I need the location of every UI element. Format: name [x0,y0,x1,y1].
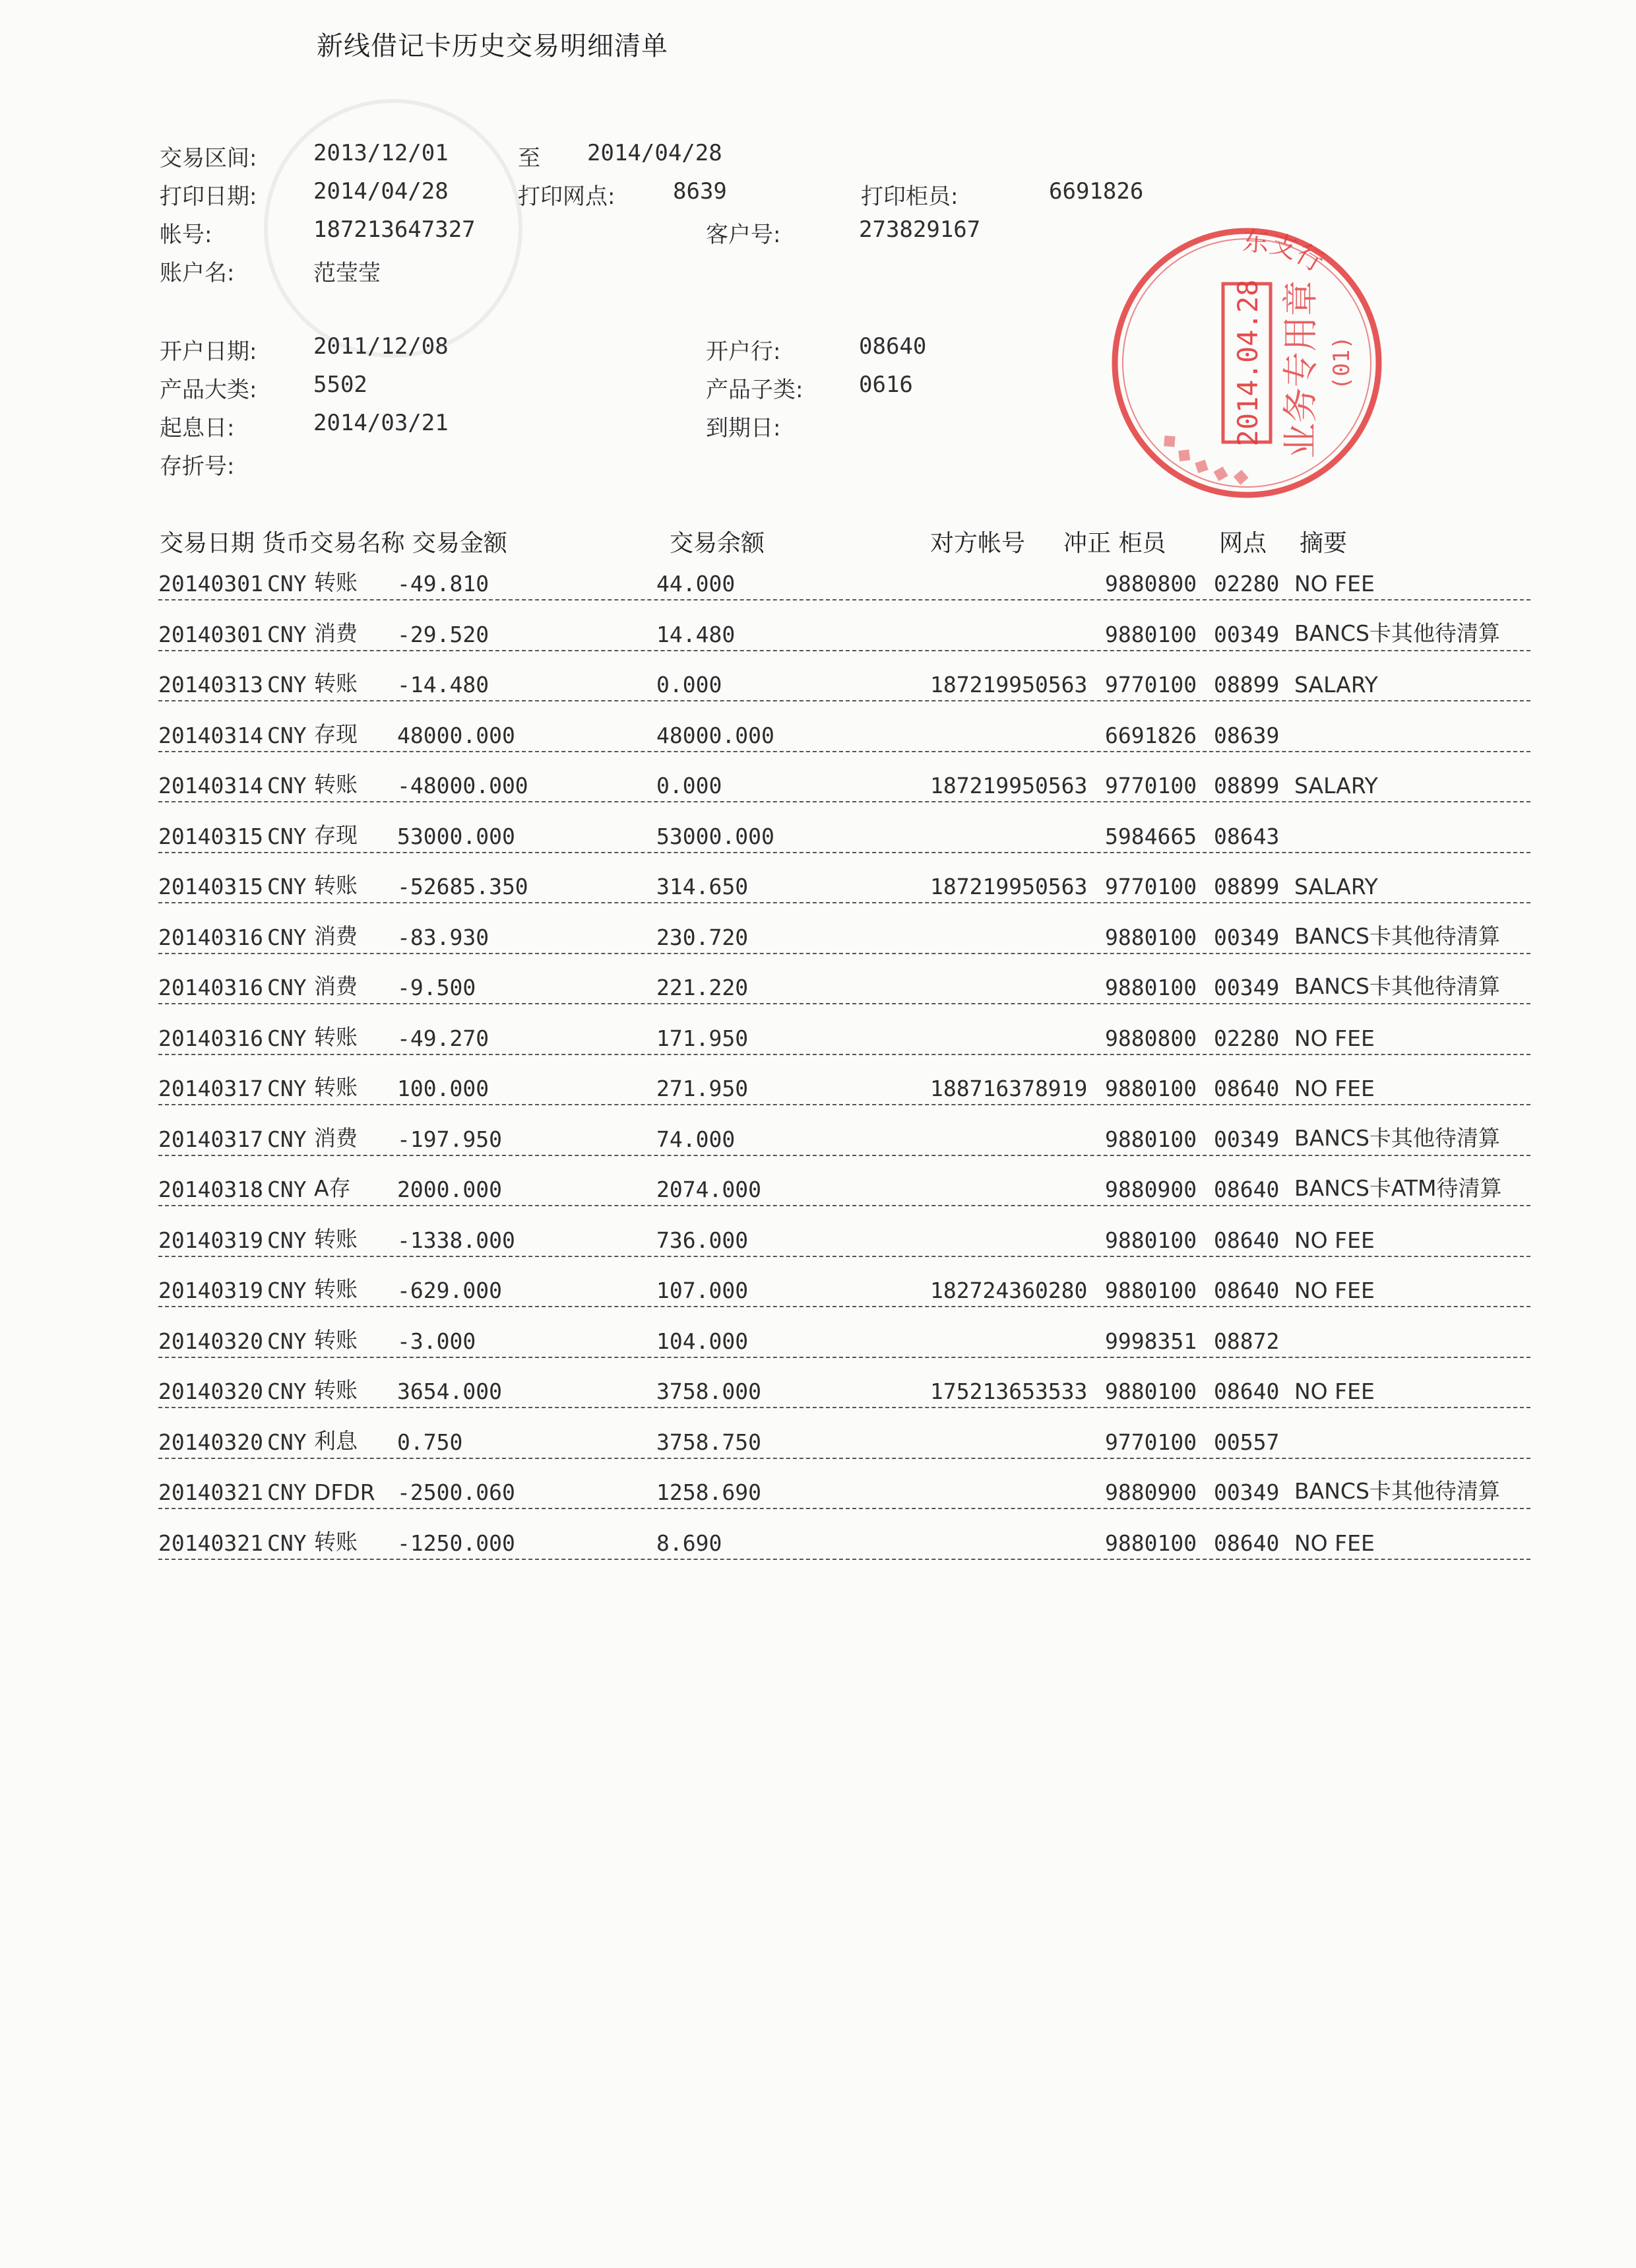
cell-date: 20140320 [158,1429,263,1455]
cell-amount: -2500.060 [397,1479,515,1505]
cell-amount: -49.810 [397,571,489,597]
cell-date: 20140316 [158,924,263,950]
cell-currency: CNY [267,1530,307,1556]
product-label: 产品大类: [160,377,257,403]
customer-label: 客户号: [706,222,781,248]
cell-balance: 48000.000 [656,722,774,748]
cell-currency: CNY [267,1429,307,1455]
open-bank: 08640 [859,333,927,360]
cell-date: 20140320 [158,1328,263,1354]
cell-amount: -52685.350 [397,874,528,899]
cell-name: 存现 [314,721,358,747]
cell-currency: CNY [267,1328,307,1354]
cell-amount: -83.930 [397,924,489,950]
cell-date: 20140321 [158,1530,263,1556]
cell-date: 20140318 [158,1177,263,1202]
range-end: 2014/04/28 [587,140,722,166]
cell-currency: CNY [267,722,307,748]
stamp-ring-marks: ◆ ◆ ◆ ◆ ◆ [1156,427,1250,488]
cell-date: 20140319 [158,1227,263,1253]
cell-summary: NO FEE [1294,1227,1375,1253]
cell-teller: 9880100 [1105,1126,1197,1152]
cell-teller: 6691826 [1105,722,1197,748]
stamp-text-bottom: 业务专用章 [1280,280,1321,459]
cell-branch: 00557 [1214,1429,1280,1455]
cell-currency: CNY [267,1177,307,1202]
cell-branch: 08639 [1214,722,1280,748]
cell-balance: 44.000 [656,571,736,597]
table-row [158,661,1530,701]
cell-balance: 3758.750 [656,1429,761,1455]
cell-counter: 187219950563 [930,672,1088,697]
cell-balance: 2074.000 [656,1177,761,1202]
print-branch-label: 打印网点: [518,183,615,210]
cell-date: 20140314 [158,773,263,798]
document-title: 新线借记卡历史交易明细清单 [317,31,668,61]
cell-name: 转账 [314,1528,358,1555]
account-label: 帐号: [160,222,212,248]
cell-name: 转账 [314,1276,358,1302]
cell-date: 20140314 [158,722,263,748]
cell-branch: 08640 [1214,1378,1280,1404]
cell-amount: 3654.000 [397,1378,502,1404]
cell-counter: 187219950563 [930,773,1088,798]
cell-counter: 175213653533 [930,1378,1088,1404]
table-row [158,1468,1530,1509]
cell-date: 20140315 [158,823,263,849]
cell-balance: 171.950 [656,1025,749,1051]
cell-currency: CNY [267,1479,307,1505]
cell-teller: 9880100 [1105,1378,1197,1404]
cell-amount: 53000.000 [397,823,515,849]
account-name: 范莹莹 [313,260,381,286]
cell-branch: 00349 [1214,924,1280,950]
cell-date: 20140319 [158,1278,263,1303]
cell-branch: 08640 [1214,1177,1280,1202]
stamp-number: (01) [1329,336,1355,390]
cell-branch: 00349 [1214,621,1280,647]
table-row [158,862,1530,903]
table-row [158,1519,1530,1560]
cell-currency: CNY [267,874,307,899]
cell-currency: CNY [267,1378,307,1404]
cell-balance: 0.000 [656,672,722,697]
print-branch: 8639 [673,178,727,205]
cell-teller: 9880800 [1105,1025,1197,1051]
maturity-label: 到期日: [706,415,781,441]
table-row [158,1064,1530,1105]
product: 5502 [313,372,367,398]
cell-branch: 00349 [1214,975,1280,1000]
cell-currency: CNY [267,1227,307,1253]
cell-currency: CNY [267,924,307,950]
cell-teller: 9880100 [1105,975,1197,1000]
cell-date: 20140301 [158,571,263,597]
cell-summary: BANCS卡其他待清算 [1294,620,1500,646]
stamp-text-top: 东支行 [1242,226,1329,278]
cell-balance: 314.650 [656,874,749,899]
cell-balance: 53000.000 [656,823,774,849]
header-branch: 网点 [1219,530,1267,557]
stamp-date: 2014.04.28 [1232,279,1264,447]
cell-teller: 9880900 [1105,1177,1197,1202]
cell-teller: 5984665 [1105,823,1197,849]
cell-date: 20140316 [158,975,263,1000]
cell-teller: 9770100 [1105,874,1197,899]
print-date: 2014/04/28 [313,178,449,205]
cell-teller: 9770100 [1105,672,1197,697]
print-teller-label: 打印柜员: [861,183,959,210]
table-row [158,1014,1530,1055]
cell-date: 20140317 [158,1076,263,1101]
cell-balance: 104.000 [656,1328,749,1354]
cell-branch: 08640 [1214,1227,1280,1253]
cell-amount: -9.500 [397,975,476,1000]
cell-teller: 9880100 [1105,924,1197,950]
table-row [158,1317,1530,1358]
open-date: 2011/12/08 [313,333,449,360]
cell-summary: BANCS卡其他待清算 [1294,1478,1500,1504]
cell-amount: -14.480 [397,672,489,697]
cell-balance: 271.950 [656,1076,749,1101]
cell-summary: NO FEE [1294,1076,1375,1101]
cell-teller: 9880100 [1105,1278,1197,1303]
cell-currency: CNY [267,1126,307,1152]
cell-currency: CNY [267,1278,307,1303]
cell-branch: 08640 [1214,1076,1280,1101]
cell-date: 20140301 [158,621,263,647]
cell-amount: -1338.000 [397,1227,515,1253]
cell-balance: 107.000 [656,1278,749,1303]
cell-amount: -3.000 [397,1328,476,1354]
cell-balance: 736.000 [656,1227,749,1253]
cell-teller: 9880100 [1105,1227,1197,1253]
cell-balance: 0.000 [656,773,722,798]
cell-amount: -49.270 [397,1025,489,1051]
cell-branch: 08643 [1214,823,1280,849]
header-counter-account: 对方帐号 [930,530,1026,557]
table-row [158,1367,1530,1408]
cell-date: 20140313 [158,672,263,697]
cell-balance: 14.480 [656,621,736,647]
cell-name: 转账 [314,1326,358,1353]
cell-date: 20140316 [158,1025,263,1051]
cell-currency: CNY [267,823,307,849]
cell-name: 转账 [314,670,358,696]
cell-name: 消费 [314,923,358,949]
header-balance: 交易余额 [670,530,765,557]
cell-amount: 0.750 [397,1429,463,1455]
cell-currency: CNY [267,621,307,647]
subproduct-label: 产品子类: [706,377,803,403]
table-row [158,560,1530,600]
open-date-label: 开户日期: [160,339,257,365]
cell-name: 消费 [314,620,358,646]
cell-name: 转账 [314,569,358,595]
cell-date: 20140315 [158,874,263,899]
cell-name: 转账 [314,872,358,898]
cell-name: 转账 [314,1074,358,1100]
cell-branch: 02280 [1214,571,1280,597]
range-to: 至 [518,145,540,172]
cell-currency: CNY [267,1025,307,1051]
table-row [158,1266,1530,1307]
table-row [158,711,1530,752]
cell-teller: 9880100 [1105,1076,1197,1101]
cell-summary: BANCS卡ATM待清算 [1294,1175,1502,1201]
account-number: 187213647327 [313,216,476,243]
cell-teller: 9880100 [1105,621,1197,647]
cell-teller: 9770100 [1105,773,1197,798]
value-date: 2014/03/21 [313,410,449,436]
cell-branch: 00349 [1214,1479,1280,1505]
table-row [158,1216,1530,1257]
table-row [158,963,1530,1004]
table-row [158,1418,1530,1459]
cell-amount: 48000.000 [397,722,515,748]
cell-amount: -629.000 [397,1278,502,1303]
table-row [158,1115,1530,1156]
cell-currency: CNY [267,672,307,697]
cell-name: 转账 [314,1377,358,1403]
cell-branch: 00349 [1214,1126,1280,1152]
cell-teller: 9998351 [1105,1328,1197,1354]
cell-summary: NO FEE [1294,1530,1375,1556]
table-row [158,761,1530,802]
range-label: 交易区间: [160,145,257,172]
cell-summary: SALARY [1294,672,1378,697]
cell-summary: NO FEE [1294,571,1375,597]
cell-balance: 1258.690 [656,1479,761,1505]
customer-number: 273829167 [859,216,981,243]
cell-balance: 3758.000 [656,1378,761,1404]
cell-name: A存 [314,1175,351,1201]
passbook-label: 存折号: [160,453,235,480]
print-teller: 6691826 [1049,178,1144,205]
cell-amount: -1250.000 [397,1530,515,1556]
table-row [158,1165,1530,1206]
cell-name: 存现 [314,822,358,848]
cell-teller: 9880800 [1105,571,1197,597]
cell-summary: BANCS卡其他待清算 [1294,1124,1500,1151]
cell-counter: 182724360280 [930,1278,1088,1303]
cell-name: 转账 [314,1023,358,1050]
name-label: 账户名: [160,260,235,286]
cell-amount: 2000.000 [397,1177,502,1202]
table-row [158,812,1530,853]
header-date-currency-name-amount: 交易日期 货币交易名称 交易金额 [160,530,507,557]
cell-summary: NO FEE [1294,1025,1375,1051]
cell-summary: SALARY [1294,773,1378,798]
cell-counter: 187219950563 [930,874,1088,899]
print-date-label: 打印日期: [160,183,257,210]
cell-branch: 08899 [1214,672,1280,697]
cell-branch: 02280 [1214,1025,1280,1051]
cell-amount: -197.950 [397,1126,502,1152]
cell-currency: CNY [267,773,307,798]
cell-branch: 08899 [1214,874,1280,899]
cell-teller: 9880900 [1105,1479,1197,1505]
cell-teller: 9880100 [1105,1530,1197,1556]
cell-balance: 230.720 [656,924,749,950]
cell-name: DFDR [314,1479,375,1505]
cell-branch: 08640 [1214,1530,1280,1556]
table-row [158,913,1530,954]
cell-amount: 100.000 [397,1076,489,1101]
cell-name: 消费 [314,1124,358,1151]
cell-counter: 188716378919 [930,1076,1088,1101]
cell-summary: NO FEE [1294,1278,1375,1303]
open-bank-label: 开户行: [706,339,781,365]
cell-branch: 08872 [1214,1328,1280,1354]
cell-currency: CNY [267,975,307,1000]
header-summary: 摘要 [1300,530,1348,557]
cell-branch: 08640 [1214,1278,1280,1303]
cell-summary: BANCS卡其他待清算 [1294,973,1500,999]
cell-name: 转账 [314,771,358,797]
cell-balance: 8.690 [656,1530,722,1556]
table-row [158,610,1530,651]
cell-name: 消费 [314,973,358,999]
cell-summary: SALARY [1294,874,1378,899]
header-correction-teller: 冲正 柜员 [1063,530,1166,557]
value-date-label: 起息日: [160,415,235,441]
cell-name: 转账 [314,1225,358,1252]
cell-name: 利息 [314,1427,358,1454]
cell-balance: 74.000 [656,1126,736,1152]
cell-date: 20140317 [158,1126,263,1152]
subproduct: 0616 [859,372,913,398]
cell-summary: BANCS卡其他待清算 [1294,923,1500,949]
seal-stamp [1095,211,1399,515]
svg-text:东支行 [1242,226,1329,278]
range-start: 2013/12/01 [313,140,449,166]
cell-date: 20140321 [158,1479,263,1505]
cell-summary: NO FEE [1294,1378,1375,1404]
cell-teller: 9770100 [1105,1429,1197,1455]
cell-amount: -29.520 [397,621,489,647]
cell-branch: 08899 [1214,773,1280,798]
cell-amount: -48000.000 [397,773,528,798]
cell-date: 20140320 [158,1378,263,1404]
cell-currency: CNY [267,571,307,597]
cell-currency: CNY [267,1076,307,1101]
cell-balance: 221.220 [656,975,749,1000]
